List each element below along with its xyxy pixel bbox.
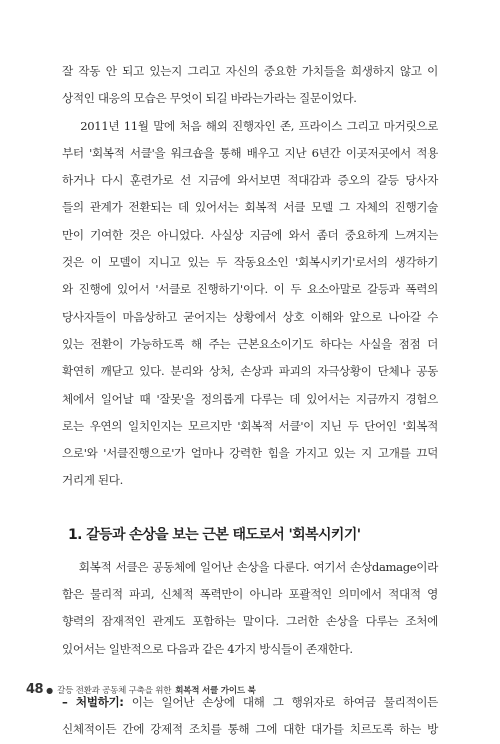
text-line: 로는 우연의 일치인지는 모르지만 '회복적 서클'이 지닌 두 단어인 '회복적 (62, 418, 438, 433)
text-line: 회복적 서클은 공동체에 일어난 손상을 다룬다. 여기서 손상damage이라 (62, 559, 438, 574)
paragraph-1 (62, 58, 438, 113)
item-text: 이는 일어난 손상에 대해 그 행위자로 하여금 물리적이든 (123, 694, 438, 709)
text-line: 상적인 대응의 모습은 무엇이 되길 바라는가라는 질문이었다. (62, 91, 357, 106)
text-line: 확연히 깨닫고 있다. 분리와 상처, 손상과 파괴의 자극상황이 단체나 공동 (62, 364, 438, 379)
text-line: 당사자들이 마음상하고 굳어지는 상황에서 상호 이해와 앞으로 나아갈 수 (62, 309, 438, 324)
text-line: 들의 관계가 전환되는 데 있어서는 회복적 서클 모델 그 자체의 진행기술 (62, 200, 438, 215)
text-line: 있어서는 일반적으로 다음과 같은 4가지 방식들이 존재한다. (62, 641, 353, 656)
item-label: – 처벌하기: (62, 694, 124, 709)
section-heading: 1. 갈등과 손상을 보는 근본 태도로서 '회복시키기' (68, 526, 361, 543)
paragraph-3 (62, 554, 438, 663)
text-line: 것은 이 모델이 지니고 있는 두 작동요소인 '회복시키기'로서의 생각하기 (62, 255, 438, 270)
text-line: 함은 물리적 파괴, 신체적 폭력만이 아니라 포괄적인 의미에서 적대적 영 (62, 587, 438, 602)
page-body (62, 58, 438, 744)
text-line: 하거나 다시 훈련가로 선 지금에 와서보면 적대감과 증오의 갈등 당사자 (62, 173, 438, 188)
text-line: 신체적이든 간에 강제적 조치를 통해 그에 대한 대가를 치르도록 하는 방 (62, 722, 438, 737)
text-line: 향력의 잠재적인 관계도 포함하는 말이다. 그러한 손상을 다루는 조처에 (62, 614, 438, 629)
text-line: 와 진행에 있어서 '서클로 진행하기'이다. 이 두 요소아말로 갈등과 폭력의 (62, 282, 438, 297)
footer-subtitle: 갈등 전환과 공동체 구축을 위한 (57, 686, 172, 696)
text-line: 2011년 11월 말에 처음 해외 진행자인 존, 프라이스 그리고 마거릿으로 (62, 118, 438, 133)
page-number: 48 (26, 682, 44, 697)
text-line: 만이 기여한 것은 아니었다. 사실상 지금에 와서 좀더 중요하게 느껴지는 (62, 227, 438, 242)
text-line: 으로'와 '서클진행으로'가 얼마나 강력한 힘을 가지고 있는 지 고개를 끄덕 (62, 446, 438, 461)
text-line: 있는 전환이 가능하도록 해 주는 근본요소이기도 하다는 사실을 점점 더 (62, 336, 438, 351)
text-line: 부터 '회복적 서클'을 워크숍을 통해 배우고 지난 6년간 이곳저곳에서 적용 (62, 145, 438, 160)
page-footer (26, 682, 256, 698)
text-line: 잘 작동 안 되고 있는지 그리고 자신의 중요한 가치들을 희생하지 않고 이 (62, 64, 438, 78)
paragraph-2 (62, 113, 438, 495)
bullet-icon: ● (46, 686, 54, 695)
footer-book-title: 회복적 서클 가이드 북 (175, 686, 256, 696)
text-line: 거리게 된다. (62, 473, 123, 488)
text-line: 체에서 일어날 때 '잘못'을 정의롭게 다루는 데 있어서는 지금까지 경험으 (62, 391, 438, 406)
